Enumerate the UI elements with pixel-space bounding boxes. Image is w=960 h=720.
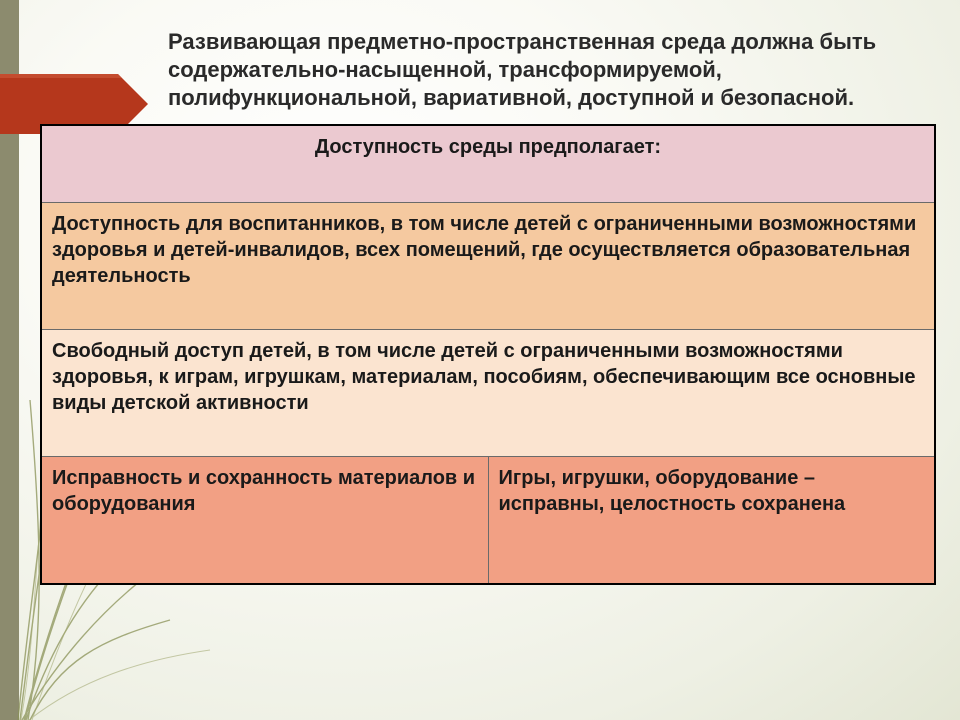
slide-heading: Развивающая предметно-пространственная среда должна быть содержательно-насыщенной, трансформируемой, полифункциональной, вариативной, доступной и безопасной. — [168, 29, 877, 110]
table-row-facilities-access: Доступность для воспитанников, в том числе детей с ограниченными возможностями здоровья и детей-инвалидов, всех помещений, где осуществляется образовательная деятельность — [41, 203, 935, 330]
table-cell-condition-label: Исправность и сохранность материалов и оборудования — [41, 457, 488, 585]
table-row-free-access: Свободный доступ детей, в том числе детей с ограниченными возможностями здоровья, к играм, игрушкам, материалам, пособиям, обеспечивающим все основные виды детской активности — [41, 330, 935, 457]
accessibility-table — [40, 124, 936, 585]
table-header-cell: Доступность среды предполагает: — [41, 125, 935, 203]
table-cell-condition-value: Игры, игрушки, оборудование – исправны, целостность сохранена — [488, 457, 935, 585]
